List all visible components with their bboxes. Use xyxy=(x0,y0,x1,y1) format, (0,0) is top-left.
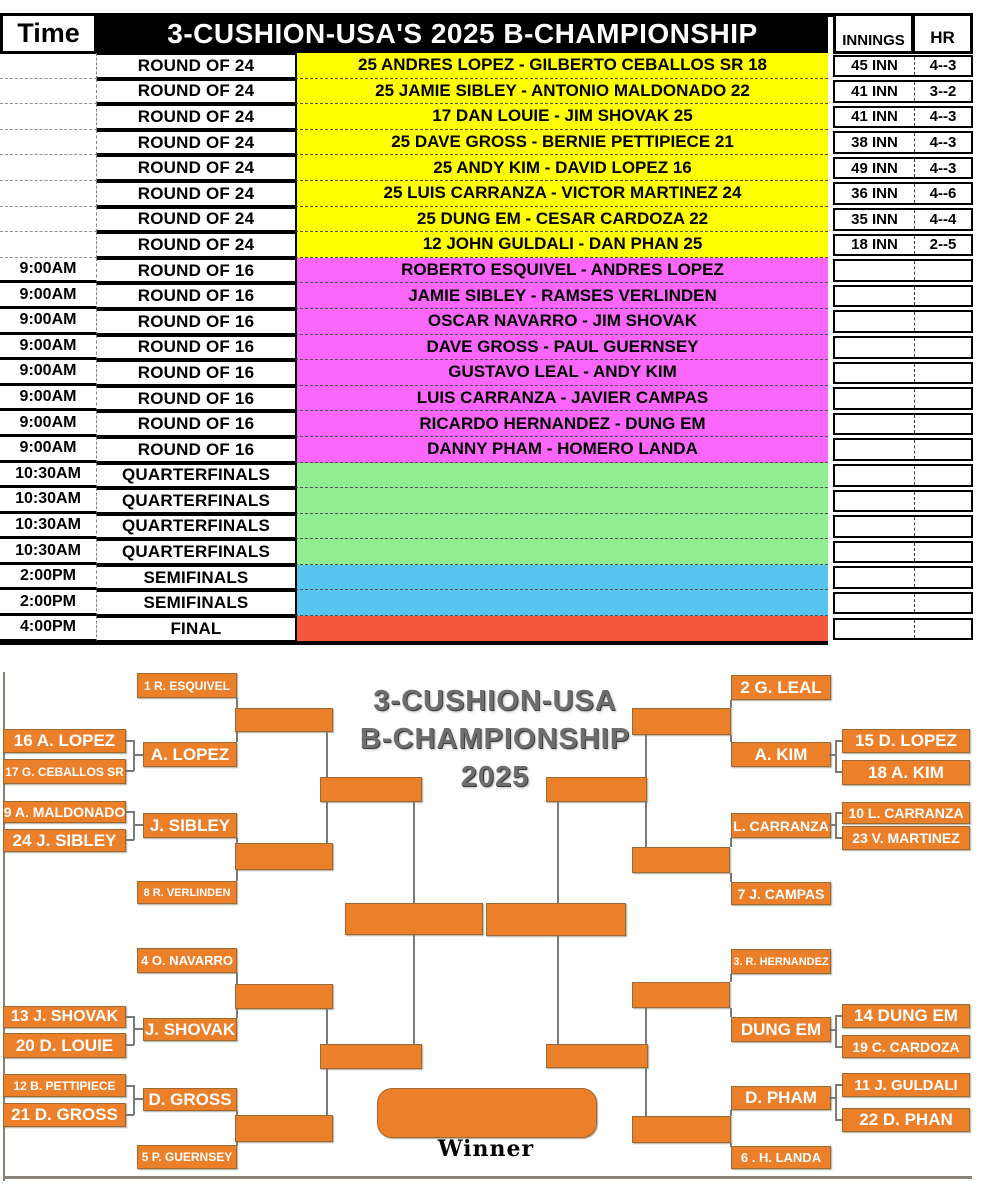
hr-cell xyxy=(915,287,971,306)
round-cell: QUARTERFINALS xyxy=(97,539,295,565)
score-box xyxy=(833,541,973,564)
round-cell: ROUND OF 24 xyxy=(97,79,295,105)
innings-cell: 49 INN xyxy=(835,159,915,178)
quarterfinal-slot xyxy=(235,984,333,1009)
hr-cell xyxy=(915,492,971,511)
bracket-slot: 10 L. CARRANZA xyxy=(842,802,970,824)
time-cell: 10:30AM xyxy=(0,514,97,540)
round-cell: QUARTERFINALS xyxy=(97,463,295,489)
round-cell: ROUND OF 24 xyxy=(97,207,295,233)
round-cell: ROUND OF 16 xyxy=(97,283,295,309)
schedule-row xyxy=(0,463,973,489)
time-cell: 10:30AM xyxy=(0,488,97,514)
round-cell: ROUND OF 24 xyxy=(97,181,295,207)
bracket-slot: J. SHOVAK xyxy=(143,1018,237,1041)
round-cell: ROUND OF 24 xyxy=(97,104,295,130)
schedule-row xyxy=(0,283,973,309)
connector-line xyxy=(730,974,732,982)
semifinal-slot xyxy=(320,777,422,802)
match-cell: RICARDO HERNANDEZ - DUNG EM xyxy=(295,411,828,437)
round-cell: ROUND OF 16 xyxy=(97,335,295,361)
winner-slot xyxy=(377,1088,597,1138)
schedule-row xyxy=(0,335,973,361)
hr-cell xyxy=(915,389,971,408)
match-cell: DANNY PHAM - HOMERO LANDA xyxy=(295,437,828,463)
time-cell: 9:00AM xyxy=(0,309,97,335)
time-cell xyxy=(0,79,97,105)
innings-cell xyxy=(835,568,915,587)
schedule-row xyxy=(0,411,973,437)
hr-cell: 4--6 xyxy=(929,185,957,203)
bracket-slot: 23 V. MARTINEZ xyxy=(842,826,970,850)
score-box xyxy=(833,515,973,538)
innings-cell xyxy=(835,338,915,357)
time-cell xyxy=(0,181,97,207)
score-box xyxy=(833,336,973,359)
bracket-slot: L. CARRANZA xyxy=(731,813,831,838)
innings-cell xyxy=(835,492,915,511)
connector-line xyxy=(835,1084,837,1120)
connector-line xyxy=(133,1098,143,1100)
time-cell: 2:00PM xyxy=(0,590,97,616)
match-cell: 25 DAVE GROSS - BERNIE PETTIPIECE 21 xyxy=(295,130,828,156)
match-cell: 25 JAMIE SIBLEY - ANTONIO MALDONADO 22 xyxy=(295,79,828,105)
score-box xyxy=(833,618,973,641)
page-title: 3-CUSHION-USA'S 2025 B-CHAMPIONSHIP xyxy=(97,13,828,54)
semifinal-slot xyxy=(546,777,647,802)
bracket-slot: 1 R. ESQUIVEL xyxy=(137,673,237,698)
time-cell: 4:00PM xyxy=(0,616,97,642)
connector-line xyxy=(645,735,647,777)
semifinal-slot xyxy=(546,1044,648,1068)
score-box xyxy=(833,362,973,385)
innings-cell: 18 INN xyxy=(835,236,915,255)
hr-cell xyxy=(915,415,971,434)
schedule-row xyxy=(0,232,973,258)
connector-line xyxy=(326,1069,328,1115)
connector-line xyxy=(133,824,143,826)
innings-cell xyxy=(835,415,915,434)
connector-line xyxy=(829,1029,836,1031)
quarterfinal-slot xyxy=(632,708,731,735)
score-box xyxy=(833,413,973,436)
innings-cell xyxy=(835,312,915,331)
time-cell: 9:00AM xyxy=(0,360,97,386)
connector-line xyxy=(236,870,238,881)
round-cell: SEMIFINALS xyxy=(97,565,295,591)
schedule-row xyxy=(0,258,973,284)
schedule-row xyxy=(0,104,973,130)
match-cell: 25 ANDY KIM - DAVID LOPEZ 16 xyxy=(295,155,828,181)
schedule-row xyxy=(0,207,973,233)
schedule-row xyxy=(0,539,973,565)
round-cell: ROUND OF 24 xyxy=(97,232,295,258)
schedule-row xyxy=(0,53,973,79)
innings-cell xyxy=(835,389,915,408)
match-cell xyxy=(295,616,828,642)
hr-cell: 3--2 xyxy=(929,82,957,100)
match-cell: DAVE GROSS - PAUL GUERNSEY xyxy=(295,335,828,361)
bracket-slot: 9 A. MALDONADO xyxy=(3,801,126,823)
score-box xyxy=(833,208,973,231)
match-cell xyxy=(295,514,828,540)
final-slot xyxy=(345,903,483,935)
time-cell xyxy=(0,53,97,79)
match-cell xyxy=(295,488,828,514)
quarterfinal-slot xyxy=(235,1115,333,1142)
round-cell: QUARTERFINALS xyxy=(97,488,295,514)
score-box xyxy=(833,106,973,129)
connector-line xyxy=(236,838,238,844)
score-box xyxy=(833,55,973,78)
schedule-row xyxy=(0,488,973,514)
innings-cell xyxy=(835,620,915,639)
round-cell: QUARTERFINALS xyxy=(97,514,295,540)
connector-line xyxy=(326,1009,328,1045)
connector-line xyxy=(413,935,415,1045)
score-box xyxy=(833,157,973,180)
schedule-row xyxy=(0,130,973,156)
score-box xyxy=(833,592,973,615)
match-cell: 12 JOHN GULDALI - DAN PHAN 25 xyxy=(295,232,828,258)
connector-line xyxy=(413,802,415,903)
innings-cell xyxy=(835,364,915,383)
score-box xyxy=(833,234,973,257)
final-slot xyxy=(486,903,626,936)
time-cell: 9:00AM xyxy=(0,258,97,284)
bracket-slot: 16 A. LOPEZ xyxy=(3,729,126,753)
score-box xyxy=(833,490,973,513)
bracket-slot: D. GROSS xyxy=(143,1088,237,1111)
connector-line xyxy=(730,1143,732,1147)
connector-line xyxy=(326,732,328,777)
bracket-slot: 13 J. SHOVAK xyxy=(3,1006,126,1028)
round-cell: ROUND OF 16 xyxy=(97,437,295,463)
match-cell: JAMIE SIBLEY - RAMSES VERLINDEN xyxy=(295,283,828,309)
connector-line xyxy=(835,1015,837,1047)
score-box xyxy=(833,131,973,154)
hr-cell: 4--3 xyxy=(929,57,957,75)
bracket-slot: 19 C. CARDOZA xyxy=(842,1035,970,1058)
score-box xyxy=(833,285,973,308)
match-cell: OSCAR NAVARRO - JIM SHOVAK xyxy=(295,309,828,335)
table-bottom-border xyxy=(0,641,828,645)
semifinal-slot xyxy=(320,1044,422,1069)
bracket-slot: 7 J. CAMPAS xyxy=(731,882,831,905)
schedule-row xyxy=(0,79,973,105)
connector-line xyxy=(236,973,238,984)
bracket-slot: 4 O. NAVARRO xyxy=(137,948,237,973)
round-cell: ROUND OF 16 xyxy=(97,360,295,386)
hr-cell xyxy=(915,338,971,357)
innings-cell xyxy=(835,440,915,459)
bracket-slot: 21 D. GROSS xyxy=(3,1103,126,1127)
score-box xyxy=(833,80,973,103)
time-cell: 9:00AM xyxy=(0,411,97,437)
match-cell xyxy=(295,463,828,489)
schedule-row xyxy=(0,565,973,591)
hr-cell: 4--3 xyxy=(929,134,957,152)
hr-cell: 4--3 xyxy=(929,108,957,126)
bracket-slot: 6 . H. LANDA xyxy=(731,1146,831,1169)
innings-cell: 36 INN xyxy=(835,184,915,203)
time-cell: 10:30AM xyxy=(0,463,97,489)
connector-line xyxy=(133,1016,135,1045)
quarterfinal-slot xyxy=(632,1116,731,1143)
connector-line xyxy=(236,1111,238,1116)
bracket-slot: 2 G. LEAL xyxy=(731,675,831,700)
hr-cell xyxy=(915,543,971,562)
schedule-row xyxy=(0,437,973,463)
connector-line xyxy=(236,1009,238,1018)
connector-line xyxy=(730,700,732,708)
connector-line xyxy=(236,698,238,708)
round-cell: ROUND OF 24 xyxy=(97,53,295,79)
innings-cell: 45 INN xyxy=(835,57,915,76)
connector-line xyxy=(133,1085,135,1115)
time-cell: 9:00AM xyxy=(0,386,97,412)
bracket-slot: 15 D. LOPEZ xyxy=(842,729,970,753)
schedule-row xyxy=(0,155,973,181)
bracket-slot: 24 J. SIBLEY xyxy=(3,829,126,852)
quarterfinal-slot xyxy=(632,847,730,873)
schedule-row xyxy=(0,514,973,540)
score-box xyxy=(833,387,973,410)
winner-label: Winner xyxy=(437,1136,535,1162)
innings-cell: 41 INN xyxy=(835,82,915,101)
innings-cell: 41 INN xyxy=(835,108,915,127)
time-cell: 9:00AM xyxy=(0,437,97,463)
time-cell: 2:00PM xyxy=(0,565,97,591)
schedule-row xyxy=(0,309,973,335)
quarterfinal-slot xyxy=(235,708,333,732)
time-cell xyxy=(0,155,97,181)
innings-cell: 38 INN xyxy=(835,133,915,152)
bracket-title-line1: 3-CUSHION-USA xyxy=(373,685,617,717)
time-cell: 10:30AM xyxy=(0,539,97,565)
schedule-row xyxy=(0,181,973,207)
score-box xyxy=(833,259,973,282)
connector-line xyxy=(730,1008,732,1017)
bracket-slot: DUNG EM xyxy=(731,1017,831,1042)
schedule-row xyxy=(0,590,973,616)
match-cell: 25 LUIS CARRANZA - VICTOR MARTINEZ 24 xyxy=(295,181,828,207)
connector-line xyxy=(730,838,732,847)
connector-line xyxy=(730,735,732,742)
innings-column-header: INNINGS xyxy=(833,13,914,54)
hr-cell: 2--5 xyxy=(929,236,957,254)
match-cell: 25 ANDRES LOPEZ - GILBERTO CEBALLOS SR 18 xyxy=(295,53,828,79)
time-cell xyxy=(0,104,97,130)
connector-line xyxy=(326,802,328,843)
score-box xyxy=(833,182,973,205)
time-cell: 9:00AM xyxy=(0,335,97,361)
connector-line xyxy=(829,824,836,826)
hr-cell xyxy=(915,517,971,536)
round-cell: SEMIFINALS xyxy=(97,590,295,616)
schedule-row xyxy=(0,616,973,642)
hr-column-header: HR xyxy=(912,13,973,54)
time-cell xyxy=(0,232,97,258)
bracket-slot: 22 D. PHAN xyxy=(842,1108,970,1132)
bracket-slot: 20 D. LOUIE xyxy=(3,1033,126,1058)
hr-cell xyxy=(915,261,971,280)
innings-cell: 35 INN xyxy=(835,210,915,229)
match-cell: LUIS CARRANZA - JAVIER CAMPAS xyxy=(295,386,828,412)
bracket-title-line2: B-CHAMPIONSHIP xyxy=(359,723,631,755)
score-box xyxy=(833,438,973,461)
match-cell xyxy=(295,565,828,591)
hr-cell xyxy=(915,364,971,383)
hr-cell xyxy=(915,620,971,639)
round-cell: ROUND OF 16 xyxy=(97,309,295,335)
connector-line xyxy=(133,1028,143,1030)
hr-cell xyxy=(915,312,971,331)
round-cell: ROUND OF 16 xyxy=(97,258,295,284)
round-cell: ROUND OF 16 xyxy=(97,386,295,412)
time-cell xyxy=(0,207,97,233)
innings-cell xyxy=(835,261,915,280)
bracket-slot: A. LOPEZ xyxy=(143,742,237,767)
bracket-slot: D. PHAM xyxy=(731,1086,831,1110)
match-cell: GUSTAVO LEAL - ANDY KIM xyxy=(295,360,828,386)
bracket-slot: 12 B. PETTIPIECE xyxy=(3,1074,126,1097)
hr-cell xyxy=(915,466,971,485)
hr-cell xyxy=(915,440,971,459)
innings-cell xyxy=(835,287,915,306)
round-cell: FINAL xyxy=(97,616,295,642)
time-cell: 9:00AM xyxy=(0,283,97,309)
hr-cell xyxy=(915,568,971,587)
match-cell: 17 DAN LOUIE - JIM SHOVAK 25 xyxy=(295,104,828,130)
bracket-slot: 18 A. KIM xyxy=(842,760,970,785)
match-cell xyxy=(295,539,828,565)
connector-line xyxy=(236,1142,238,1146)
score-box xyxy=(833,464,973,487)
bracket-slot: 5 P. GUERNSEY xyxy=(137,1145,237,1169)
innings-cell xyxy=(835,466,915,485)
connector-line xyxy=(557,936,559,1045)
bracket-slot: J. SIBLEY xyxy=(143,813,237,838)
bracket-slot: 11 J. GULDALI xyxy=(842,1073,970,1097)
connector-line xyxy=(829,754,836,756)
bracket-bottom-border xyxy=(3,1176,972,1179)
connector-line xyxy=(557,802,559,903)
connector-line xyxy=(730,1110,732,1116)
connector-line xyxy=(133,754,143,756)
innings-cell xyxy=(835,594,915,613)
round-cell: ROUND OF 24 xyxy=(97,130,295,156)
schedule-row xyxy=(0,386,973,412)
score-box xyxy=(833,566,973,589)
quarterfinal-slot xyxy=(632,982,730,1008)
connector-line xyxy=(645,802,647,847)
match-cell: ROBERTO ESQUIVEL - ANDRES LOPEZ xyxy=(295,258,828,284)
bracket-slot: 8 R. VERLINDEN xyxy=(137,881,237,904)
connector-line xyxy=(645,1008,647,1045)
connector-line xyxy=(236,732,238,742)
round-cell: ROUND OF 24 xyxy=(97,155,295,181)
time-column-header: Time xyxy=(0,13,97,54)
connector-line xyxy=(730,873,732,882)
match-cell: 25 DUNG EM - CESAR CARDOZA 22 xyxy=(295,207,828,233)
score-box xyxy=(833,310,973,333)
connector-line xyxy=(829,1097,836,1099)
bracket-slot: 3. R. HERNANDEZ xyxy=(731,949,831,974)
connector-line xyxy=(645,1068,647,1116)
connector-line xyxy=(835,740,837,772)
innings-cell xyxy=(835,517,915,536)
bracket-slot: 17 G. CEBALLOS SR xyxy=(3,759,126,784)
round-cell: ROUND OF 16 xyxy=(97,411,295,437)
innings-cell xyxy=(835,543,915,562)
hr-cell xyxy=(915,594,971,613)
match-cell xyxy=(295,590,828,616)
bracket-slot: A. KIM xyxy=(731,742,831,767)
hr-cell: 4--3 xyxy=(929,159,957,177)
time-cell xyxy=(0,130,97,156)
bracket-title-line3: 2025 xyxy=(460,761,530,793)
quarterfinal-slot xyxy=(235,843,333,870)
schedule-row xyxy=(0,360,973,386)
schedule-rows xyxy=(0,53,973,642)
bracket-slot: 14 DUNG EM xyxy=(842,1004,970,1028)
hr-cell: 4--4 xyxy=(929,210,957,228)
